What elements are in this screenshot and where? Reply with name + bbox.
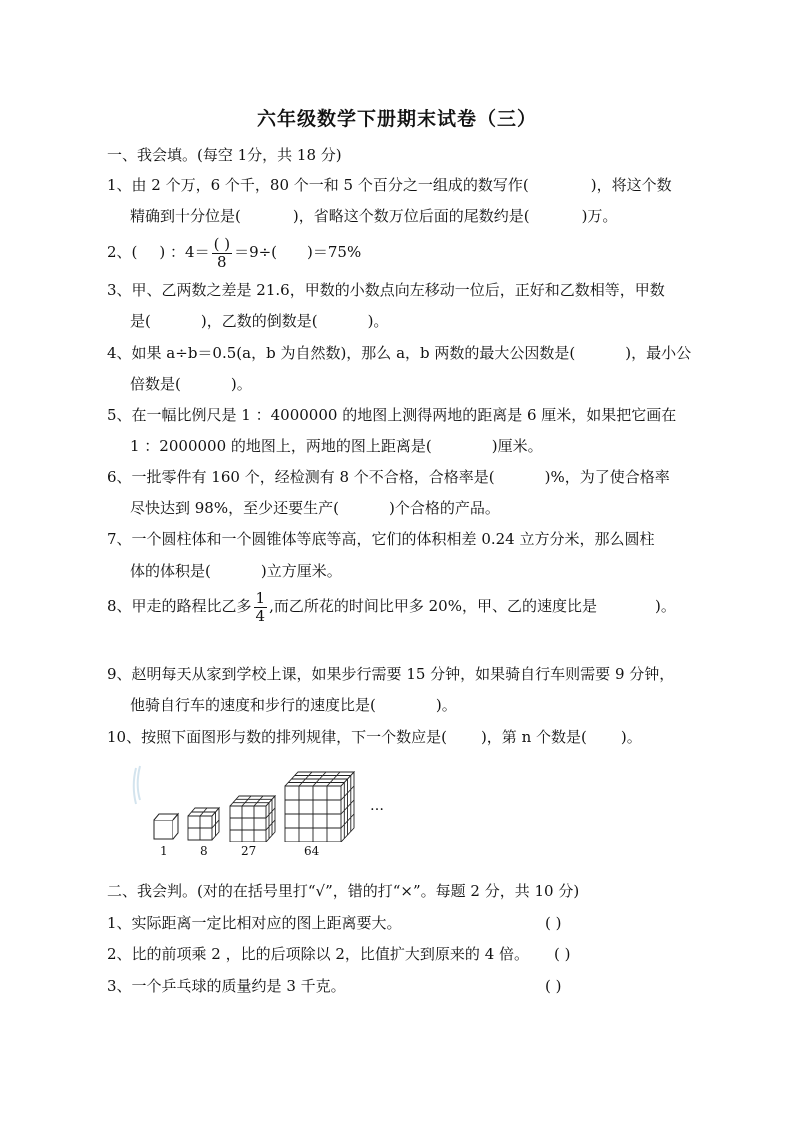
cube-sequence-figure — [128, 758, 398, 860]
question-5-line-2: 1 ：2000000 的地图上，两地的图上距离是( )厘米。 — [130, 437, 543, 455]
cube-1 — [154, 814, 178, 839]
judge-answer-1[interactable]: ( ) — [545, 914, 562, 932]
cube-label: 27 — [241, 844, 257, 858]
judge-item-3: 3、一个乒乓球的质量约是 3 千克。 — [107, 977, 346, 995]
question-4-line-2: 倍数是( )。 — [130, 375, 252, 393]
question-8: 8、甲走的路程比乙多 $\frac{1}{4}$ ,而乙所花的时间比甲多 20%，甲、乙的速度比是 )。 — [107, 588, 676, 625]
section2-heading: 二、我会判。(对的在括号里打“√”，错的打“×”。每题 2 分，共 10 分) — [107, 882, 580, 900]
sequence-ellipsis: … — [370, 798, 384, 814]
fraction: $\frac{( )}{8}$ — [213, 234, 231, 271]
cube-label: 8 — [200, 844, 208, 858]
cube-drawings — [128, 758, 398, 842]
judge-answer-2[interactable]: ( ) — [554, 945, 571, 963]
fraction: $\frac{1}{4}$ — [255, 588, 266, 625]
cube-3 — [230, 796, 275, 842]
cube-label: 1 — [160, 844, 168, 858]
cube-2 — [188, 808, 219, 840]
judge-item-1: 1、实际距离一定比相对应的图上距离要大。 — [107, 914, 402, 932]
judge-answer-3[interactable]: ( ) — [545, 977, 562, 995]
question-3-line-1: 3、甲、乙两数之差是 21.6，甲数的小数点向左移动一位后，正好和乙数相等，甲数 — [107, 281, 665, 299]
question-5-line-1: 5、在一幅比例尺是 1 ：4000000 的地图上测得两地的距离是 6 厘米，如果把它画在 — [107, 406, 677, 424]
cube-4 — [285, 772, 354, 842]
question-1-line-1: 1、由 2 个万，6 个千，80 个一和 5 个百分之一组成的数写作( )，将这个数 — [107, 176, 672, 194]
question-3-line-2: 是( )，乙数的倒数是( )。 — [130, 312, 389, 330]
cube-label: 64 — [304, 844, 320, 858]
question-7-line-2: 体的体积是( )立方厘米。 — [130, 562, 342, 580]
section1-heading: 一、我会填。(每空 1分，共 18 分) — [107, 146, 342, 164]
judge-item-2: 2、比的前项乘 2 ，比的后项除以 2，比值扩大到原来的 4 倍。 — [107, 945, 530, 963]
faint-mark — [134, 766, 140, 804]
question-9-line-1: 9、赵明每天从家到学校上课，如果步行需要 15 分钟，如果骑自行车则需要 9 分钟， — [107, 665, 675, 683]
question-4-line-1: 4、如果 a÷b＝0.5(a，b 为自然数)，那么 a，b 两数的最大公因数是( )，最小公 — [107, 344, 692, 362]
page-title: 六年级数学下册期末试卷（三） — [256, 108, 537, 130]
question-9-line-2: 他骑自行车的速度和步行的速度比是( )。 — [130, 696, 457, 714]
question-7-line-1: 7、一个圆柱体和一个圆锥体等底等高，它们的体积相差 0.24 立方分米，那么圆柱 — [107, 530, 655, 548]
question-6-line-1: 6、一批零件有 160 个，经检测有 8 个不合格，合格率是( )%，为了使合格率 — [107, 468, 670, 486]
question-1-line-2: 精确到十分位是( )，省略这个数万位后面的尾数约是( )万。 — [130, 207, 618, 225]
question-2: 2、( ) ：4＝ $\frac{( )}{8}$ ＝9÷( )＝75% — [107, 234, 362, 271]
question-10: 10、按照下面图形与数的排列规律，下一个数应是( )，第 n 个数是( )。 — [107, 728, 642, 746]
question-6-line-2: 尽快达到 98%，至少还要生产( )个合格的产品。 — [130, 499, 500, 517]
